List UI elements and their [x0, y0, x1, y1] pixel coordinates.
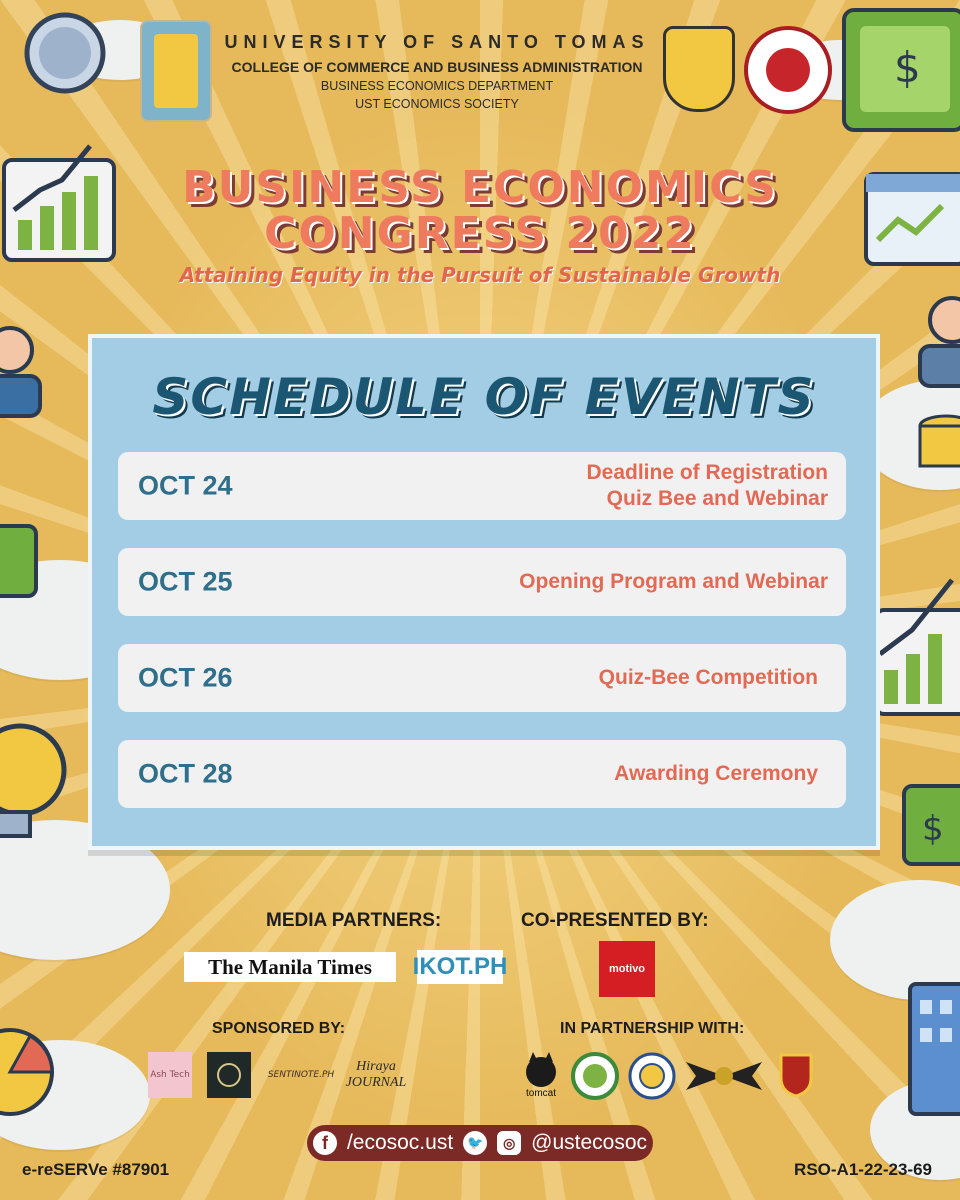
media-partners-label: MEDIA PARTNERS: — [266, 910, 442, 931]
facebook-handle[interactable]: /ecosoc.ust — [346, 1131, 454, 1154]
partner-green-seal-logo — [571, 1052, 619, 1100]
money-icon — [838, 0, 960, 140]
schedule-row — [118, 740, 846, 808]
money-bill-icon — [900, 780, 960, 870]
partner-shield-logo — [778, 1052, 814, 1098]
sentinote-logo: SENTINOTE.PH — [267, 1070, 335, 1080]
ash-tech-logo: Ash Tech — [148, 1052, 192, 1098]
tomcat-label: tomcat — [525, 1087, 556, 1099]
coin-icon — [20, 8, 110, 98]
congress-title-line1: BUSINESS ECONOMICS — [182, 162, 778, 213]
schedule-row — [118, 548, 846, 616]
social-media-bar — [307, 1125, 653, 1161]
sponsored-by-label: SPONSORED BY: — [212, 1020, 346, 1037]
partner-blue-seal-logo — [628, 1052, 676, 1100]
person-icon — [0, 320, 50, 420]
congress-title-line2: CONGRESS 2022 — [264, 208, 696, 259]
schedule-event: Awarding Ceremony — [614, 762, 818, 785]
schedule-event — [586, 460, 828, 512]
society-name: UST ECONOMICS SOCIETY — [355, 97, 519, 111]
facebook-icon[interactable]: f — [313, 1131, 337, 1155]
cat-icon — [521, 1050, 561, 1088]
economics-society-seal-logo — [744, 26, 832, 114]
congress-title-block — [120, 162, 840, 287]
social-handle[interactable]: @ustecosoc — [531, 1131, 648, 1154]
businessman-icon — [910, 290, 960, 390]
congress-tagline: Attaining Equity in the Pursuit of Sustainable Growth — [179, 263, 781, 287]
motivo-logo: motivo — [599, 941, 655, 997]
schedule-date: OCT 24 — [138, 470, 233, 501]
schedule-title: SCHEDULE OF EVENTS — [152, 368, 816, 426]
college-seal-logo — [663, 26, 735, 112]
schedule-row — [118, 452, 846, 520]
svg-text:$: $ — [894, 43, 921, 92]
university-name: UNIVERSITY OF SANTO TOMAS — [224, 32, 650, 52]
schedule-event-line: Quiz Bee and Webinar — [606, 487, 828, 510]
college-name: COLLEGE OF COMMERCE AND BUSINESS ADMINISTRATION — [231, 59, 643, 75]
schedule-row — [118, 644, 846, 712]
partnership-label: IN PARTNERSHIP WITH: — [560, 1020, 745, 1037]
schedule-date: OCT 25 — [138, 566, 233, 597]
pie-chart-icon — [0, 1020, 60, 1120]
instagram-icon[interactable]: ◎ — [497, 1131, 521, 1155]
schedule-event: Quiz-Bee Competition — [598, 666, 818, 689]
tomcat-logo — [518, 1046, 564, 1102]
building-icon — [906, 980, 960, 1120]
schedule-event: Opening Program and Webinar — [519, 570, 828, 593]
department-name: BUSINESS ECONOMICS DEPARTMENT — [320, 79, 554, 93]
ereserve-code: e-reSERVe #87901 — [22, 1160, 170, 1179]
schedule-date: OCT 26 — [138, 662, 233, 693]
rso-code: RSO-A1-22-23-69 — [794, 1160, 932, 1179]
line-chart-window-icon — [862, 170, 960, 270]
schedule-date: OCT 28 — [138, 758, 233, 789]
cash-icon — [0, 520, 40, 600]
sponsor-logo-dark — [207, 1052, 251, 1098]
ust-crest-logo — [140, 20, 212, 122]
coins-stack-icon — [916, 410, 960, 480]
manila-times-logo: The Manila Times — [184, 952, 396, 982]
schedule-panel — [88, 334, 880, 850]
hiraya-journal-logo: Hiraya JOURNAL — [345, 1059, 407, 1090]
twitter-icon[interactable]: 🐦 — [463, 1131, 487, 1155]
ikot-ph-logo: IKOT.PH — [417, 950, 503, 984]
circle-emblem-icon — [214, 1060, 244, 1090]
lightbulb-icon — [0, 720, 70, 840]
partner-wings-logo — [682, 1054, 766, 1098]
header-text-block — [222, 32, 652, 111]
growth-chart-icon — [872, 570, 960, 720]
bar-chart-icon — [0, 140, 120, 270]
schedule-event-line: Deadline of Registration — [586, 461, 828, 484]
svg-text:$: $ — [922, 809, 944, 849]
copresented-label: CO-PRESENTED BY: — [521, 910, 709, 931]
